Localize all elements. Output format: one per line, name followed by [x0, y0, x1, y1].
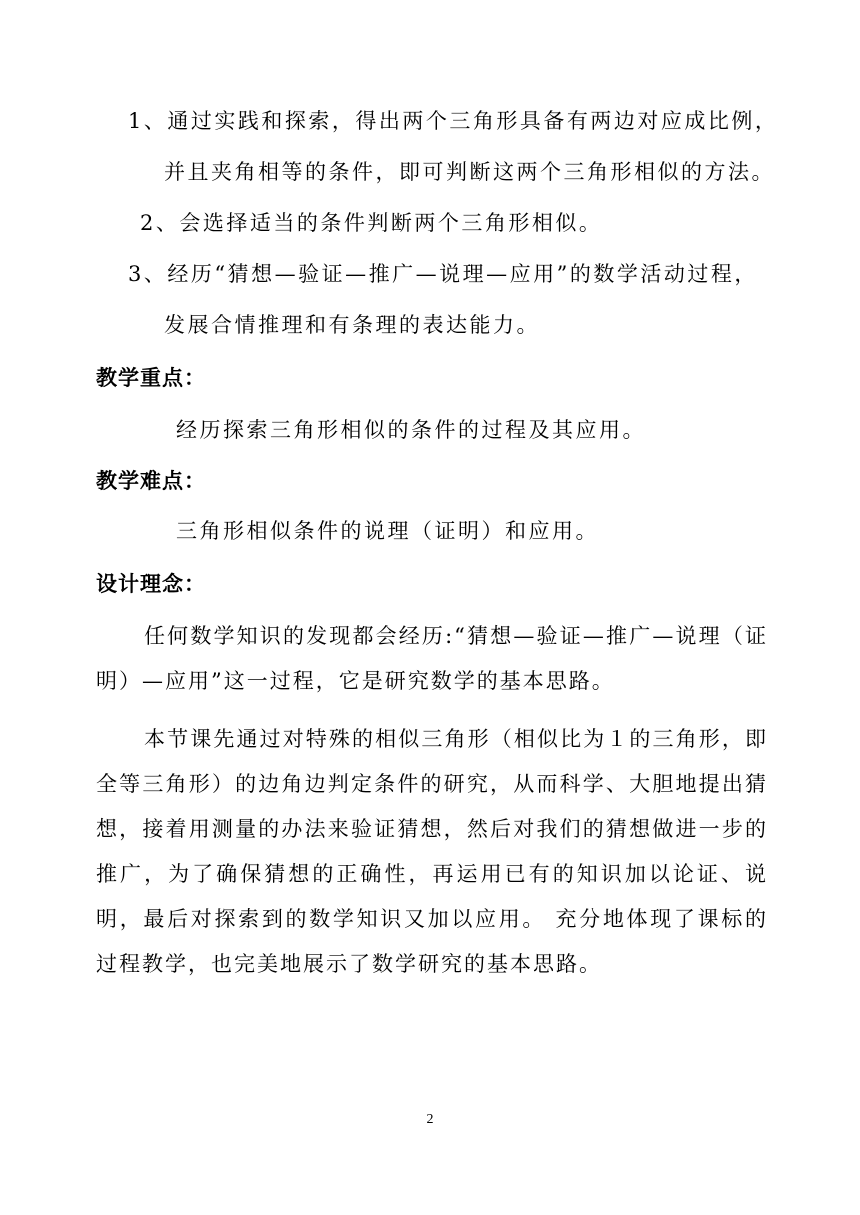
- key-points-heading: 教学重点：: [96, 366, 206, 390]
- difficulties-heading: 教学难点：: [96, 469, 206, 493]
- page-number: 2: [426, 1112, 434, 1127]
- objective-2: 2、会选择适当的条件判断两个三角形相似。: [140, 211, 603, 235]
- design-concept-heading: 设计理念：: [96, 572, 206, 596]
- difficulties-text: 三角形相似条件的说理（证明）和应用。: [176, 519, 599, 543]
- key-points-text: 经历探索三角形相似的条件的过程及其应用。: [176, 418, 646, 442]
- design-concept-paragraph-1: 任何数学知识的发现都会经历:“猜想—验证—推广—说理（证明）—应用”这一过程，它是研究数学的基本思路。: [96, 624, 768, 693]
- objective-3-line-1: 3、经历“猜想—验证—推广—说理—应用”的数学活动过程，: [128, 262, 758, 286]
- objective-1-line-2: 并且夹角相等的条件，即可判断这两个三角形相似的方法。: [164, 160, 775, 184]
- design-concept-paragraph-2: 本节课先通过对特殊的相似三角形（相似比为１的三角形，即全等三角形）的边角边判定条件的研究，从而科学、大胆地提出猜想，接着用测量的办法来验证猜想，然后对我们的猜想做进一步的推广，为了确保猜想的正确性，再运用已有的知识加以论证、说明，最后对探索到的数学知识又加以应用。 充分地体现了课标的过程教学，也完美地展示了数学研究的基本思路。: [96, 727, 768, 976]
- objective-3-line-2: 发展合情推理和有条理的表达能力。: [164, 313, 540, 337]
- objective-1-line-1: 1、通过实践和探索，得出两个三角形具备有两边对应成比例，: [128, 109, 779, 133]
